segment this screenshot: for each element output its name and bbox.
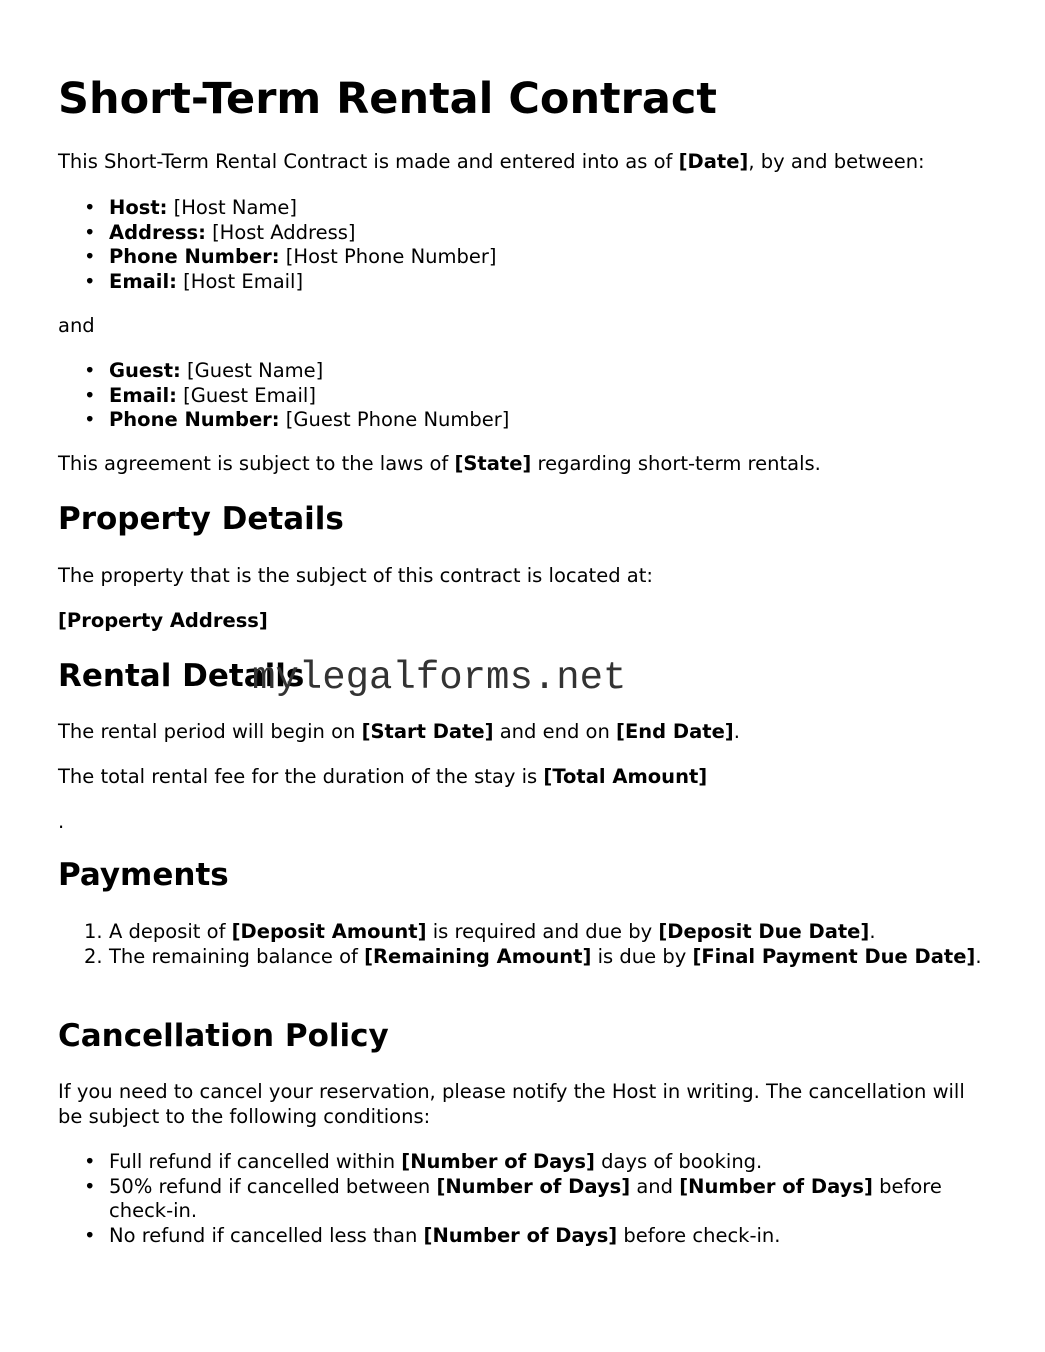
intro-post: , by and between: bbox=[748, 150, 925, 173]
guest-email-value: [Guest Email] bbox=[176, 383, 316, 407]
list-item bbox=[58, 1175, 998, 1224]
condition-text: before check-in. bbox=[109, 1174, 942, 1222]
payment-text: A deposit of bbox=[109, 920, 232, 943]
host-phone-value: [Host Phone Number] bbox=[279, 245, 497, 268]
host-address-value: [Host Address] bbox=[205, 220, 356, 244]
rental-fee-paragraph bbox=[58, 765, 707, 790]
rental-period-pre: The rental period will begin on bbox=[58, 720, 362, 743]
host-phone-label: Phone Number: bbox=[109, 245, 280, 268]
list-item bbox=[58, 245, 998, 270]
remaining-amount-placeholder: [Remaining Amount] bbox=[364, 944, 592, 968]
condition-text: and bbox=[630, 1174, 680, 1198]
start-date-placeholder: [Start Date] bbox=[361, 720, 494, 743]
guest-phone-label: Phone Number: bbox=[109, 408, 280, 431]
condition-text: before check-in. bbox=[617, 1223, 781, 1247]
laws-post: regarding short-term rentals. bbox=[531, 452, 821, 475]
page-title: Short-Term Rental Contract bbox=[58, 74, 717, 124]
rental-period-post: . bbox=[733, 720, 740, 743]
number-of-days-placeholder: [Number of Days] bbox=[679, 1174, 873, 1198]
list-item bbox=[58, 1150, 998, 1175]
list-item bbox=[58, 920, 998, 945]
end-date-placeholder: [End Date] bbox=[616, 720, 734, 743]
rental-period-mid: and end on bbox=[493, 720, 617, 743]
number-of-days-placeholder: [Number of Days] bbox=[423, 1223, 618, 1247]
list-item bbox=[58, 945, 998, 970]
intro-pre: This Short-Term Rental Contract is made and entered into as of bbox=[58, 150, 679, 173]
rental-details-heading: Rental Details bbox=[58, 658, 305, 694]
list-item bbox=[58, 408, 998, 433]
payment-text: . bbox=[869, 920, 876, 943]
final-payment-date-placeholder: [Final Payment Due Date] bbox=[692, 944, 976, 968]
list-item bbox=[58, 221, 998, 246]
host-details-list bbox=[58, 196, 998, 294]
payment-text: The remaining balance of bbox=[109, 944, 365, 968]
list-item bbox=[58, 196, 998, 221]
list-number: 1. bbox=[84, 920, 103, 943]
number-of-days-placeholder: [Number of Days] bbox=[436, 1174, 631, 1198]
guest-name-value: [Guest Name] bbox=[180, 359, 324, 382]
rental-fee-pre: The total rental fee for the duration of the stay is bbox=[58, 765, 544, 788]
watermark-text: mylegalforms.net bbox=[252, 656, 627, 700]
intro-paragraph bbox=[58, 150, 925, 175]
host-email-value: [Host Email] bbox=[176, 269, 304, 293]
deposit-due-date-placeholder: [Deposit Due Date] bbox=[658, 920, 870, 943]
payments-heading: Payments bbox=[58, 857, 229, 893]
property-paragraph: The property that is the subject of this contract is located at: bbox=[58, 564, 653, 587]
condition-text: Full refund if cancelled within bbox=[109, 1150, 402, 1173]
property-address-placeholder bbox=[58, 609, 268, 634]
and-text: and bbox=[58, 314, 95, 337]
guest-phone-value: [Guest Phone Number] bbox=[279, 408, 510, 431]
host-name-label: Host: bbox=[109, 196, 168, 219]
list-item bbox=[58, 359, 998, 384]
condition-text: No refund if cancelled less than bbox=[109, 1223, 424, 1247]
number-of-days-placeholder: [Number of Days] bbox=[401, 1150, 595, 1173]
list-item bbox=[58, 1224, 998, 1249]
total-amount-placeholder: [Total Amount] bbox=[543, 765, 708, 788]
payment-text: is due by bbox=[591, 944, 693, 968]
deposit-amount-placeholder: [Deposit Amount] bbox=[231, 920, 427, 943]
cancellation-paragraph: If you need to cancel your reservation, please notify the Host in writing. The cancellation will be subject to the following conditions: bbox=[58, 1080, 965, 1128]
guest-email-label: Email: bbox=[109, 383, 177, 407]
cancellation-conditions-list bbox=[58, 1150, 998, 1248]
guest-details-list bbox=[58, 359, 998, 433]
cancellation-policy-heading: Cancellation Policy bbox=[58, 1018, 389, 1054]
property-details-heading: Property Details bbox=[58, 501, 344, 537]
laws-paragraph bbox=[58, 452, 821, 477]
payment-text: is required and due by bbox=[426, 920, 659, 943]
list-item bbox=[58, 270, 998, 295]
state-placeholder: [State] bbox=[454, 452, 532, 475]
guest-name-label: Guest: bbox=[109, 359, 181, 382]
payments-list bbox=[58, 920, 998, 969]
property-address-value: [Property Address] bbox=[58, 609, 268, 632]
host-email-label: Email: bbox=[109, 269, 177, 293]
stray-period: . bbox=[58, 810, 65, 833]
host-address-label: Address: bbox=[109, 220, 206, 244]
condition-text: 50% refund if cancelled between bbox=[109, 1174, 437, 1198]
payment-text: . bbox=[975, 944, 982, 968]
condition-text: days of booking. bbox=[594, 1150, 763, 1173]
list-number: 2. bbox=[84, 944, 103, 968]
intro-date-placeholder: [Date] bbox=[678, 150, 749, 173]
list-item bbox=[58, 384, 998, 409]
host-name-value: [Host Name] bbox=[167, 196, 297, 219]
laws-pre: This agreement is subject to the laws of bbox=[58, 452, 455, 475]
rental-period-paragraph bbox=[58, 720, 740, 745]
